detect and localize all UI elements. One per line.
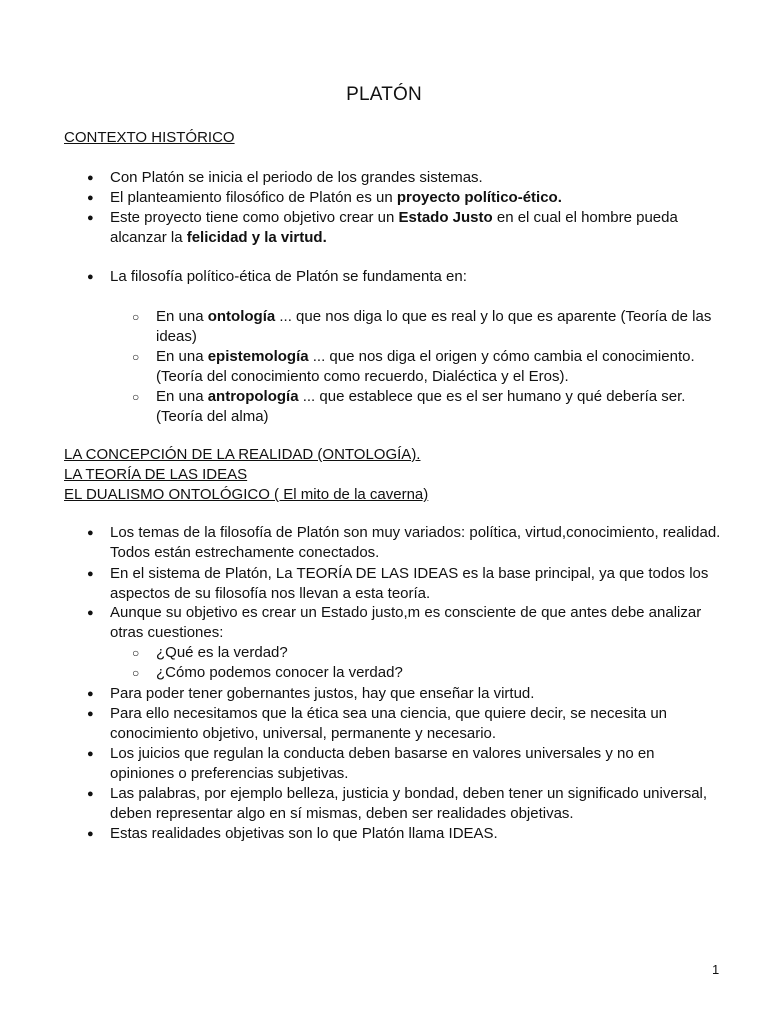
bullet-icon: ●: [87, 212, 94, 224]
list-item: ● Los juicios que regulan la conducta deben basarse en valores universales y no en opiniones o preferencias subjetivas.: [87, 745, 655, 782]
bullet-icon: ●: [87, 688, 94, 700]
list-item: ● Los temas de la filosofía de Platón son muy variados: política, virtud,conocimiento, realidad. Todos están estrechamente conectados.: [87, 524, 721, 561]
sub-list-item: ○ En una antropología ... que establece que es el ser humano y qué debería ser. (Teoría del alma): [132, 388, 686, 425]
sub-bullet-icon: ○: [132, 310, 140, 324]
sub-list-item: ○ En una ontología ... que nos diga lo que es real y lo que es aparente (Teoría de las ideas): [132, 308, 712, 345]
bullet-icon: ●: [87, 828, 94, 840]
list-item: ● Este proyecto tiene como objetivo crear un Estado Justo en el cual el hombre pueda alcanzar la felicidad y la virtud.: [87, 209, 678, 246]
sub-bullet-icon: ○: [132, 666, 140, 680]
bullet-icon: ●: [87, 568, 94, 580]
page-title: PLATÓN: [346, 84, 422, 105]
heading-concepcion-realidad: LA CONCEPCIÓN DE LA REALIDAD (ONTOLOGÍA).: [64, 446, 421, 463]
bullet-icon: ●: [87, 172, 94, 184]
bullet-icon: ●: [87, 788, 94, 800]
list-item: ● Aunque su objetivo es crear un Estado justo,m es consciente de que antes debe analizar otras cuestiones:: [87, 604, 702, 641]
heading-contexto-historico: CONTEXTO HISTÓRICO: [64, 129, 235, 146]
sub-list-item: ○ ¿Cómo podemos conocer la verdad?: [132, 664, 403, 681]
sub-list-item: ○ ¿Qué es la verdad?: [132, 644, 288, 661]
heading-teoria-ideas: LA TEORÍA DE LAS IDEAS: [64, 466, 248, 483]
heading-dualismo-ontologico: EL DUALISMO ONTOLÓGICO ( El mito de la caverna): [64, 486, 429, 503]
bullet-icon: ●: [87, 527, 94, 539]
list-item: ● El planteamiento filosófico de Platón es un proyecto político-ético.: [87, 189, 562, 206]
list-item: ● Las palabras, por ejemplo belleza, justicia y bondad, deben tener un significado universal, deben representar algo en sí mismas, deben ser realidades objetivas.: [87, 785, 708, 822]
bullet-icon: ●: [87, 192, 94, 204]
bullet-icon: ●: [87, 607, 94, 619]
bullet-icon: ●: [87, 708, 94, 720]
list-item: ● Para ello necesitamos que la ética sea una ciencia, que quiere decir, se necesita un conocimiento objetivo, universal, permanente y necesario.: [87, 705, 668, 742]
list-item: ● En el sistema de Platón, La TEORÍA DE LAS IDEAS es la base principal, ya que todos los aspectos de su filosofía nos llevan a esta teoría.: [87, 565, 709, 602]
list-item: ● Con Platón se inicia el periodo de los grandes sistemas.: [87, 169, 483, 186]
sub-bullet-icon: ○: [132, 350, 140, 364]
sub-list-item: ○ En una epistemología ... que nos diga el origen y cómo cambia el conocimiento. (Teoría del conocimiento como recuerdo, Dialéctica y el Eros).: [132, 348, 695, 385]
list-item: ● Estas realidades objetivas son lo que Platón llama IDEAS.: [87, 825, 498, 842]
list-item: ● Para poder tener gobernantes justos, hay que enseñar la virtud.: [87, 685, 535, 702]
list-item: ● La filosofía político-ética de Platón se fundamenta en:: [87, 268, 467, 285]
bullet-icon: ●: [87, 748, 94, 760]
sub-bullet-icon: ○: [132, 390, 140, 404]
sub-bullet-icon: ○: [132, 646, 140, 660]
bullet-icon: ●: [87, 271, 94, 283]
page-number: 1: [712, 962, 720, 977]
